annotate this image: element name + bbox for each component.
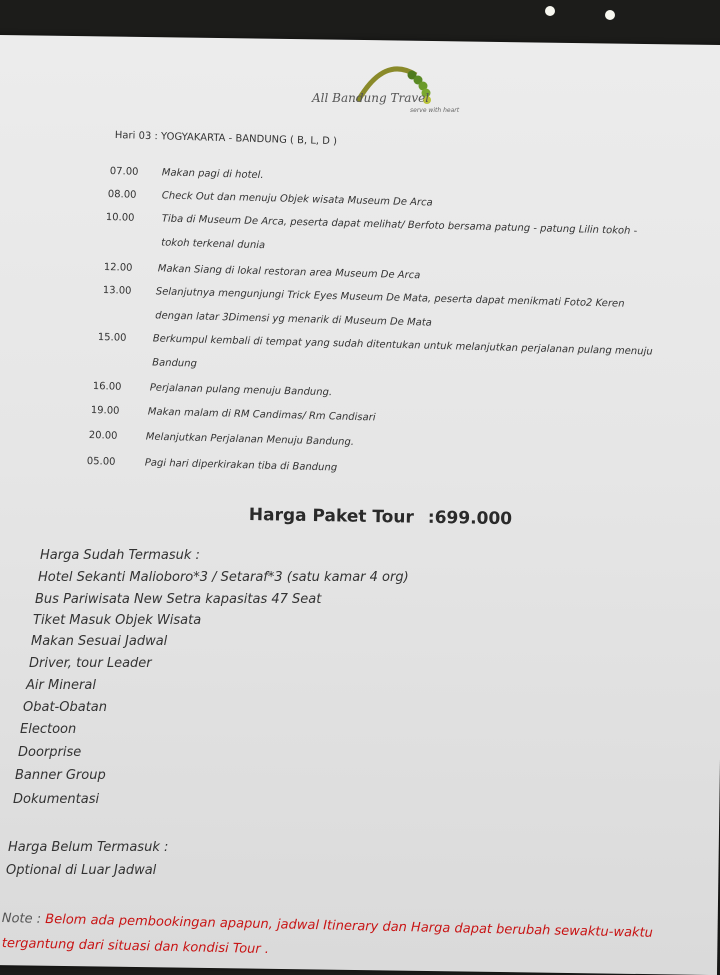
included-item: Banner Group <box>15 768 106 783</box>
itinerary-desc: Melanjutkan Perjalanan Menuju Bandung. <box>145 431 355 448</box>
note-line-2: tergantung dari situasi dan kondisi Tour . <box>1 936 270 958</box>
included-item: Obat-Obatan <box>23 700 107 715</box>
day-header: Hari 03 : YOGYAKARTA - BANDUNG ( B, L, D ) <box>114 130 338 148</box>
brand-logo <box>312 55 492 125</box>
document-paper <box>0 35 720 975</box>
included-item: Makan Sesuai Jadwal <box>31 634 168 649</box>
itinerary-desc: Bandung <box>152 357 198 370</box>
included-item: Driver, tour Leader <box>29 656 152 671</box>
itinerary-desc: dengan latar 3Dimensi yg menarik di Museum De Mata <box>155 310 432 329</box>
itinerary-time: 16.00 <box>92 381 122 393</box>
excluded-item: Optional di Luar Jadwal <box>6 863 157 878</box>
itinerary-desc: Pagi hari diperkirakan tiba di Bandung <box>144 457 338 474</box>
price-value: :699.000 <box>427 507 513 530</box>
itinerary-desc: Check Out dan menuju Objek wisata Museum De Arca <box>161 190 433 209</box>
excluded-heading: Harga Belum Termasuk : <box>8 840 169 855</box>
itinerary-time: 10.00 <box>105 212 135 224</box>
itinerary-desc: tokoh terkenal dunia <box>161 237 266 252</box>
included-item: Electoon <box>20 722 77 737</box>
itinerary-desc: Berkumpul kembali di tempat yang sudah ditentukan untuk melanjutkan perjalanan pulang menuju <box>152 333 653 358</box>
note-label: Note : <box>1 911 42 927</box>
included-item: Doorprise <box>18 745 82 760</box>
itinerary-desc: Selanjutnya mengunjungi Trick Eyes Museum De Mata, peserta dapat menikmati Foto2 Keren <box>155 286 625 310</box>
ceiling-light <box>605 10 615 20</box>
itinerary-desc: Makan malam di RM Candimas/ Rm Candisari <box>147 406 376 424</box>
itinerary-time: 05.00 <box>86 456 116 468</box>
itinerary-desc: Tiba di Museum De Arca, peserta dapat melihat/ Berfoto bersama patung - patung Lilin tokoh - <box>161 213 638 237</box>
itinerary-time: 08.00 <box>107 189 137 201</box>
tour-price <box>249 505 513 529</box>
included-item: Hotel Sekanti Malioboro*3 / Setaraf*3 (satu kamar 4 org) <box>38 570 409 585</box>
itinerary-desc: Makan pagi di hotel. <box>161 167 264 182</box>
itinerary-time: 15.00 <box>97 332 127 344</box>
included-item: Bus Pariwisata New Setra kapasitas 47 Seat <box>35 592 322 607</box>
included-heading: Harga Sudah Termasuk : <box>40 548 200 563</box>
included-item: Tiket Masuk Objek Wisata <box>33 613 202 628</box>
itinerary-desc: Perjalanan pulang menuju Bandung. <box>149 382 333 399</box>
included-item: Dokumentasi <box>13 792 100 807</box>
itinerary-time: 13.00 <box>102 285 132 297</box>
itinerary-time: 19.00 <box>90 405 120 417</box>
price-label: Harga Paket Tour <box>248 505 415 528</box>
itinerary-time: 12.00 <box>103 262 133 274</box>
itinerary-desc: Makan Siang di lokal restoran area Museum De Arca <box>157 263 421 282</box>
included-item: Air Mineral <box>26 678 96 693</box>
itinerary-time: 07.00 <box>109 166 139 178</box>
brand-tagline: serve with heart <box>410 107 460 114</box>
itinerary-time: 20.00 <box>88 430 118 442</box>
ceiling-light <box>545 6 555 16</box>
brand-name: All Bandung Travel <box>312 91 430 105</box>
note-text-1: Belom ada pembookingan apapun, jadwal Itinerary dan Harga dapat berubah sewaktu-waktu <box>45 911 654 941</box>
